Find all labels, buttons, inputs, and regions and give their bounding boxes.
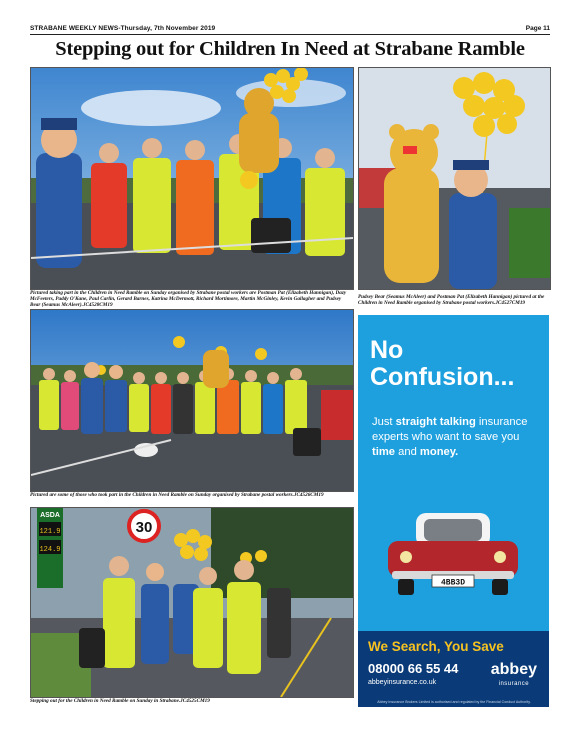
photo-2-caption: Pudsey Bear (Seamus McAleer) and Postman Pat (Elizabeth Hannigan) pictured at the Children in Need Ramble organised by Strabane postal workers.JC4527CM19 — [358, 294, 545, 306]
ad-legal-text: Abbey Insurance Brokers Limited is authorised and regulated by the Financial Conduct Authority. — [377, 700, 531, 704]
ad-slogan: We Search, You Save — [368, 639, 504, 654]
abbey-logo: abbey insurance — [490, 661, 537, 687]
photo-1-caption: Pictured taking part in the Children in Need Ramble on Sunday organised by Strabane postal workers are Postman Pat (Elizabeth Hannigan), Dazy McFeeters, Paddy O'Kane, Paul Carlin, Gerard Barnes, Katrina McDermott, Richard Mortimore, Martin McGinley, Kevin Gallagher and Pudsey Bear (Seamus McAleer).JC4528CM19 — [30, 290, 347, 308]
ad-footer — [358, 631, 549, 707]
photo-stepping-out — [30, 507, 354, 698]
ad-headline-line2: Confusion... — [370, 363, 515, 391]
ad-phone-number[interactable]: 08000 66 55 44 — [368, 661, 459, 676]
ad-body-text: Just straight talking insurance experts who want to save you time and money. — [372, 416, 528, 458]
ad-headline — [370, 337, 514, 391]
masthead-date: STRABANE WEEKLY NEWS-Thursday, 7th November 2019 — [30, 25, 216, 32]
car-number-plate: 4BB3D — [440, 578, 466, 588]
fuel-sign-brand: ASDA — [40, 512, 60, 519]
photo-4-caption: Stepping out for the Children in Need Ramble on Sunday in Strabane.JC4525CM19 — [30, 698, 210, 704]
photo-ramble-participants — [30, 309, 354, 492]
photo-group-with-mascots — [30, 67, 354, 290]
photo-2-image — [359, 68, 550, 289]
page-number: Page 11 — [525, 25, 550, 32]
photo-3-image — [31, 310, 353, 491]
classic-car-illustration — [358, 505, 549, 615]
photo-1-image — [31, 68, 353, 289]
page-headline: Stepping out for Children In Need at Strabane Ramble — [55, 38, 525, 60]
fuel-price-2: 124.9 — [39, 546, 61, 554]
photo-pudsey-and-postman-pat — [358, 67, 551, 290]
masthead — [30, 24, 550, 35]
ad-headline-line1: No — [370, 336, 404, 364]
photo-3-caption: Pictured are some of those who took part in the Children in Need Ramble on Sunday organised by Strabane postal workers.JC4526CM19 — [30, 492, 324, 498]
speed-limit-sign: 30 — [135, 519, 153, 536]
ad-website-link[interactable]: abbeyinsurance.co.uk — [368, 679, 437, 686]
fuel-price-1: 121.9 — [39, 528, 61, 536]
abbey-insurance-advert[interactable] — [358, 315, 549, 707]
photo-4-image — [31, 508, 353, 697]
